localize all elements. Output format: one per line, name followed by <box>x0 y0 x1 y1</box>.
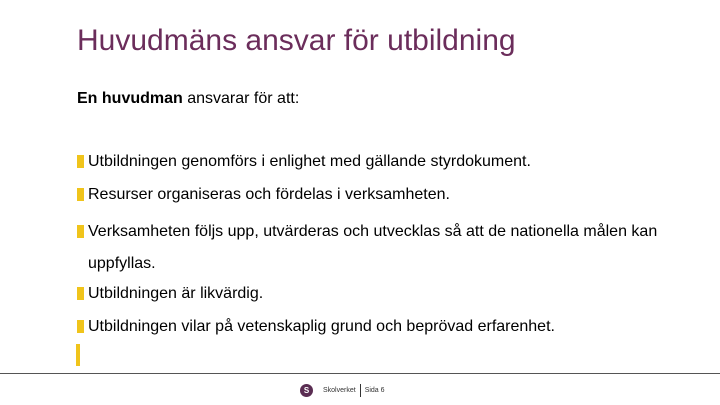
footer-divider <box>0 373 720 374</box>
bullet-item <box>77 150 677 174</box>
bullet-text: Verksamheten följs upp, utvärderas och utvecklas så att de nationella målen kan uppfyllas. <box>88 223 658 272</box>
accent-bar <box>76 344 80 366</box>
intro-rest: ansvarar för att: <box>182 90 300 107</box>
bullet-marker-icon <box>77 155 84 168</box>
intro-text <box>77 90 299 108</box>
footer <box>300 382 385 398</box>
bullet-marker-icon <box>77 225 84 238</box>
bullet-text: Resurser organiseras och fördelas i verksamheten. <box>88 186 450 203</box>
slide-title: Huvudmäns ansvar för utbildning <box>77 24 516 57</box>
skolverket-logo-icon: S <box>300 384 313 397</box>
bullet-marker-icon <box>77 320 84 333</box>
footer-separator <box>360 384 361 397</box>
bullet-text: Utbildningen är likvärdig. <box>88 285 264 302</box>
bullet-marker-icon <box>77 287 84 300</box>
bullet-marker-icon <box>77 188 84 201</box>
bullet-list <box>77 150 677 348</box>
footer-org: Skolverket <box>323 386 356 394</box>
intro-bold: En huvudman <box>77 90 183 107</box>
bullet-item <box>77 315 677 339</box>
page-number: Sida 6 <box>364 386 385 394</box>
bullet-text: Utbildningen vilar på vetenskaplig grund och beprövad erfarenhet. <box>88 318 555 335</box>
bullet-item <box>77 183 677 207</box>
bullet-text: Utbildningen genomförs i enlighet med gällande styrdokument. <box>88 153 531 170</box>
bullet-item <box>77 282 677 306</box>
bullet-item <box>77 216 677 280</box>
